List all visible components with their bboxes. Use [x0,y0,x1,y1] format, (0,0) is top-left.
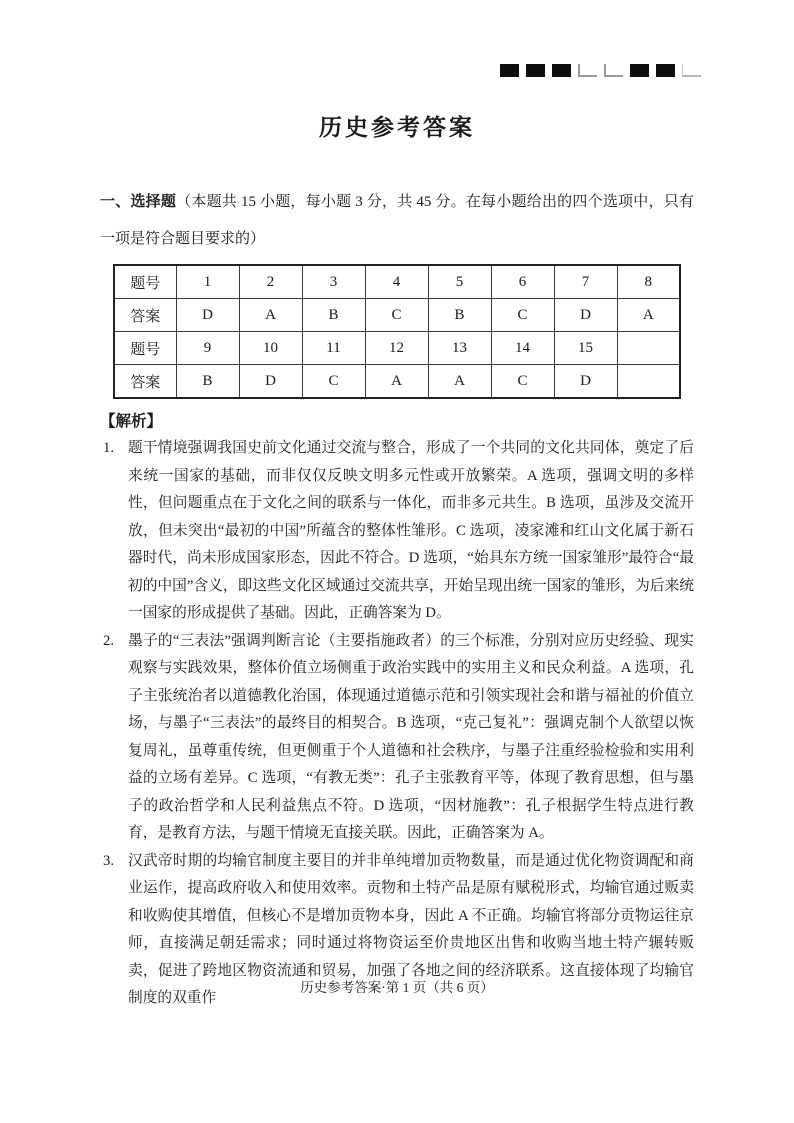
table-row [114,265,680,299]
table-row [114,365,680,399]
registration-mark-corner [578,64,597,77]
section-heading-label: 一、选择题 [100,194,177,210]
table-cell: 12 [365,332,428,365]
content-area [100,184,694,1013]
registration-mark-filled [656,64,675,77]
row-label: 答案 [114,365,176,399]
table-cell: 4 [365,265,428,299]
item-number: 3. [103,852,115,869]
section-heading-description: （本题共 15 小题，每小题 3 分，共 45 分。在每小题给出的四个选项中，只有一项是符合题目要求的） [100,194,694,247]
table-cell: 15 [554,332,617,365]
table-cell: D [554,365,617,399]
table-cell: 11 [302,332,365,365]
item-text: 墨子的“三表法”强调判断言论（主要指施政者）的三个标准，分别对应历史经验、现实观察与实践效果，整体价值立场侧重于政治实践中的实用主义和民众利益。A 选项，孔子主张统治者以道德教化治国，体现通过道德示范和引领实现社会和谐与福祉的价值立场，与墨子“三表法”的最终目的相契合。B 选项，“克己复礼”：强调克制个人欲望以恢复周礼，虽尊重传统，但更侧重于个人道德和社会秩序，与墨子注重经验检验和实用利益的立场有差异。C 选项，“有教无类”：孔子主张教育平等，体现了教育思想，但与墨子的政治哲学和人民利益焦点不符。D 选项，“因材施教”：孔子根据学生特点进行教育，是教育方法，与题干情境无直接关联。因此，正确答案为 A。 [128,632,694,841]
table-cell: 5 [428,265,491,299]
item-number: 2. [103,632,115,649]
table-cell: B [302,299,365,332]
row-label: 答案 [114,299,176,332]
registration-mark-corner [604,64,623,77]
item-number: 1. [103,440,115,456]
registration-marks [500,64,701,77]
page-title: 历史参考答案 [319,115,475,140]
table-row [114,332,680,365]
table-cell: 1 [176,265,239,299]
table-cell: C [365,299,428,332]
row-label: 题号 [114,332,176,365]
table-cell [617,365,680,399]
table-cell [617,332,680,365]
section-heading [100,184,694,258]
answer-table [113,264,681,399]
table-cell: 9 [176,332,239,365]
analysis-item-2 [100,628,694,848]
registration-mark-filled [500,64,519,77]
item-text: 汉武帝时期的均输官制度主要目的并非单纯增加贡物数量，而是通过优化物资调配和商业运作，提高政府收入和使用效率。贡物和土特产品是原有赋税形式，均输官通过贩卖和收购使其增值，但核心不是增加贡物本身，因此 A 不正确。均输官将部分贡物运往京师，直接满足朝廷需求；同时通过将物资运至价贵地区出售和收购当地土特产辗转贩卖，促进了跨地区物资流通和贸易，加强了各地之间的经济联系。这直接体现了均输官制度的双重作 [128,852,694,1006]
table-cell: A [239,299,302,332]
registration-mark-filled [552,64,571,77]
table-cell: 6 [491,265,554,299]
table-cell: A [617,299,680,332]
row-label: 题号 [114,265,176,299]
table-cell: C [302,365,365,399]
table-cell: C [491,299,554,332]
table-row [114,299,680,332]
item-text: 题干情境强调我国史前文化通过交流与整合，形成了一个共同的文化共同体，奠定了后来统一国家的基础，而非仅仅反映文明多元性或开放繁荣。A 选项，强调文明的多样性，但问题重点在于文化之间的联系与一体化，而非多元共生。B 选项，虽涉及交流开放，但未突出“最初的中国”所蕴含的整体性雏形。C 选项，凌家滩和红山文化属于新石器时代，尚未形成国家形态，因此不符合。D 选项，“始具东方统一国家雏形”最符合“最初的中国”含义，即这些文化区域通过交流共享，开始呈现出统一国家的雏形，为后来统一国家的形成提供了基础。因此，正确答案为 D。 [128,440,694,621]
table-cell: 8 [617,265,680,299]
table-cell: 7 [554,265,617,299]
table-cell: 13 [428,332,491,365]
page-footer: 历史参考答案·第 1 页（共 6 页） [300,980,494,995]
analysis-item-1 [100,435,694,628]
registration-mark-filled [526,64,545,77]
table-cell: A [428,365,491,399]
table-cell: D [239,365,302,399]
table-cell: D [554,299,617,332]
table-cell: B [428,299,491,332]
table-cell: D [176,299,239,332]
table-cell: 14 [491,332,554,365]
table-cell: 2 [239,265,302,299]
registration-mark-corner-faint [682,64,701,77]
analysis-header: 【解析】 [100,413,163,430]
table-cell: C [491,365,554,399]
registration-mark-filled [630,64,649,77]
table-cell: A [365,365,428,399]
table-cell: 3 [302,265,365,299]
table-cell: B [176,365,239,399]
table-cell: 10 [239,332,302,365]
